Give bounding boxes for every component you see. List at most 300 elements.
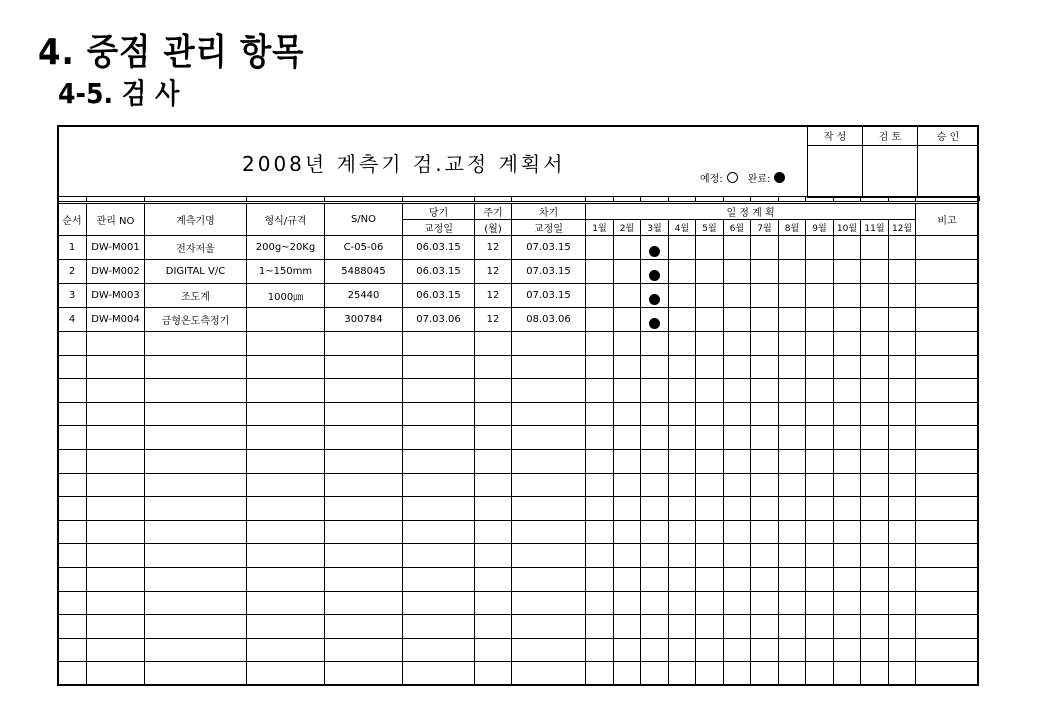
cell-name[interactable]: 금형온도측정기	[145, 308, 247, 332]
empty-cell[interactable]	[779, 591, 806, 615]
empty-cell[interactable]	[87, 426, 145, 450]
empty-cell[interactable]	[586, 449, 614, 473]
cell-month-6[interactable]	[724, 284, 751, 308]
empty-cell[interactable]	[87, 449, 145, 473]
cell-month-2[interactable]	[614, 308, 641, 332]
empty-cell[interactable]	[916, 591, 979, 615]
empty-cell[interactable]	[325, 332, 403, 356]
cell-cur[interactable]: 06.03.15	[403, 236, 475, 260]
empty-cell[interactable]	[145, 520, 247, 544]
empty-cell[interactable]	[861, 544, 889, 568]
empty-cell[interactable]	[834, 379, 861, 403]
empty-cell[interactable]	[641, 426, 669, 450]
empty-cell[interactable]	[751, 402, 779, 426]
empty-cell[interactable]	[58, 355, 87, 379]
empty-cell[interactable]	[475, 379, 512, 403]
empty-cell[interactable]	[58, 615, 87, 639]
cell-cycle[interactable]: 12	[475, 284, 512, 308]
empty-cell[interactable]	[325, 473, 403, 497]
empty-cell[interactable]	[861, 567, 889, 591]
empty-cell[interactable]	[145, 544, 247, 568]
empty-cell[interactable]	[145, 615, 247, 639]
empty-cell[interactable]	[641, 615, 669, 639]
empty-cell[interactable]	[325, 426, 403, 450]
cell-sn[interactable]: C-05-06	[325, 236, 403, 260]
empty-cell[interactable]	[512, 591, 586, 615]
empty-cell[interactable]	[779, 426, 806, 450]
empty-cell[interactable]	[724, 379, 751, 403]
empty-cell[interactable]	[641, 591, 669, 615]
empty-cell[interactable]	[669, 355, 696, 379]
empty-cell[interactable]	[806, 567, 834, 591]
empty-cell[interactable]	[916, 567, 979, 591]
empty-cell[interactable]	[512, 402, 586, 426]
empty-cell[interactable]	[806, 638, 834, 662]
empty-cell[interactable]	[145, 591, 247, 615]
empty-cell[interactable]	[87, 402, 145, 426]
empty-cell[interactable]	[641, 497, 669, 521]
empty-cell[interactable]	[512, 332, 586, 356]
empty-cell[interactable]	[403, 567, 475, 591]
cell-no[interactable]: 2	[58, 260, 87, 284]
empty-cell[interactable]	[641, 449, 669, 473]
empty-cell[interactable]	[614, 426, 641, 450]
empty-cell[interactable]	[247, 426, 325, 450]
empty-cell[interactable]	[247, 402, 325, 426]
empty-cell[interactable]	[475, 662, 512, 686]
empty-cell[interactable]	[87, 379, 145, 403]
empty-cell[interactable]	[779, 497, 806, 521]
empty-cell[interactable]	[834, 544, 861, 568]
empty-cell[interactable]	[779, 520, 806, 544]
cell-month-9[interactable]	[806, 260, 834, 284]
empty-cell[interactable]	[614, 615, 641, 639]
cell-no[interactable]: 3	[58, 284, 87, 308]
empty-cell[interactable]	[403, 355, 475, 379]
empty-cell[interactable]	[669, 567, 696, 591]
empty-cell[interactable]	[325, 662, 403, 686]
empty-cell[interactable]	[779, 473, 806, 497]
empty-cell[interactable]	[916, 638, 979, 662]
empty-cell[interactable]	[614, 473, 641, 497]
empty-cell[interactable]	[861, 662, 889, 686]
empty-cell[interactable]	[834, 332, 861, 356]
empty-cell[interactable]	[58, 379, 87, 403]
empty-cell[interactable]	[834, 662, 861, 686]
empty-cell[interactable]	[779, 544, 806, 568]
empty-cell[interactable]	[58, 638, 87, 662]
empty-cell[interactable]	[724, 544, 751, 568]
empty-cell[interactable]	[512, 520, 586, 544]
empty-cell[interactable]	[889, 355, 916, 379]
empty-cell[interactable]	[696, 567, 724, 591]
cell-month-4[interactable]	[669, 308, 696, 332]
cell-month-7[interactable]	[751, 236, 779, 260]
empty-cell[interactable]	[861, 638, 889, 662]
empty-cell[interactable]	[751, 355, 779, 379]
empty-cell[interactable]	[724, 497, 751, 521]
empty-cell[interactable]	[325, 591, 403, 615]
empty-cell[interactable]	[916, 662, 979, 686]
empty-cell[interactable]	[87, 662, 145, 686]
cell-month-1[interactable]	[586, 236, 614, 260]
empty-cell[interactable]	[751, 379, 779, 403]
empty-cell[interactable]	[512, 426, 586, 450]
cell-month-6[interactable]	[724, 308, 751, 332]
empty-cell[interactable]	[696, 449, 724, 473]
cell-month-11[interactable]	[861, 308, 889, 332]
empty-cell[interactable]	[58, 497, 87, 521]
empty-cell[interactable]	[325, 638, 403, 662]
empty-cell[interactable]	[806, 544, 834, 568]
empty-cell[interactable]	[696, 473, 724, 497]
empty-cell[interactable]	[586, 567, 614, 591]
empty-cell[interactable]	[861, 497, 889, 521]
empty-cell[interactable]	[889, 426, 916, 450]
empty-cell[interactable]	[669, 473, 696, 497]
empty-cell[interactable]	[889, 449, 916, 473]
empty-cell[interactable]	[145, 355, 247, 379]
empty-cell[interactable]	[475, 426, 512, 450]
cell-month-3[interactable]	[641, 308, 669, 332]
cell-month-8[interactable]	[779, 284, 806, 308]
empty-cell[interactable]	[696, 402, 724, 426]
empty-cell[interactable]	[669, 591, 696, 615]
empty-cell[interactable]	[475, 615, 512, 639]
empty-cell[interactable]	[806, 473, 834, 497]
empty-cell[interactable]	[403, 662, 475, 686]
empty-cell[interactable]	[834, 567, 861, 591]
cell-month-4[interactable]	[669, 236, 696, 260]
cell-month-3[interactable]	[641, 236, 669, 260]
empty-cell[interactable]	[145, 567, 247, 591]
cell-month-10[interactable]	[834, 260, 861, 284]
empty-cell[interactable]	[641, 520, 669, 544]
empty-cell[interactable]	[751, 662, 779, 686]
empty-cell[interactable]	[806, 662, 834, 686]
empty-cell[interactable]	[696, 426, 724, 450]
empty-cell[interactable]	[834, 520, 861, 544]
approval-sign-review[interactable]	[863, 146, 918, 198]
empty-cell[interactable]	[779, 567, 806, 591]
empty-cell[interactable]	[145, 449, 247, 473]
empty-cell[interactable]	[641, 473, 669, 497]
empty-cell[interactable]	[696, 497, 724, 521]
cell-spec[interactable]	[247, 308, 325, 332]
empty-cell[interactable]	[586, 591, 614, 615]
empty-cell[interactable]	[916, 497, 979, 521]
empty-cell[interactable]	[806, 591, 834, 615]
empty-cell[interactable]	[586, 402, 614, 426]
empty-cell[interactable]	[696, 662, 724, 686]
empty-cell[interactable]	[58, 544, 87, 568]
empty-cell[interactable]	[669, 662, 696, 686]
empty-cell[interactable]	[724, 615, 751, 639]
cell-month-7[interactable]	[751, 260, 779, 284]
empty-cell[interactable]	[512, 355, 586, 379]
empty-cell[interactable]	[512, 638, 586, 662]
empty-cell[interactable]	[889, 544, 916, 568]
empty-cell[interactable]	[669, 426, 696, 450]
empty-cell[interactable]	[586, 615, 614, 639]
empty-cell[interactable]	[325, 497, 403, 521]
empty-cell[interactable]	[861, 520, 889, 544]
cell-cur[interactable]: 07.03.06	[403, 308, 475, 332]
empty-cell[interactable]	[779, 402, 806, 426]
empty-cell[interactable]	[889, 615, 916, 639]
empty-cell[interactable]	[247, 567, 325, 591]
cell-month-10[interactable]	[834, 284, 861, 308]
empty-cell[interactable]	[586, 355, 614, 379]
empty-cell[interactable]	[403, 332, 475, 356]
empty-cell[interactable]	[58, 520, 87, 544]
approval-sign-approve[interactable]	[918, 146, 979, 198]
cell-month-1[interactable]	[586, 308, 614, 332]
empty-cell[interactable]	[834, 591, 861, 615]
empty-cell[interactable]	[512, 662, 586, 686]
empty-cell[interactable]	[889, 591, 916, 615]
empty-cell[interactable]	[512, 544, 586, 568]
empty-cell[interactable]	[834, 426, 861, 450]
empty-cell[interactable]	[806, 355, 834, 379]
empty-cell[interactable]	[641, 379, 669, 403]
empty-cell[interactable]	[145, 332, 247, 356]
cell-next[interactable]: 07.03.15	[512, 236, 586, 260]
empty-cell[interactable]	[58, 567, 87, 591]
cell-month-10[interactable]	[834, 308, 861, 332]
cell-mgmt-no[interactable]: DW-M004	[87, 308, 145, 332]
empty-cell[interactable]	[751, 638, 779, 662]
cell-cycle[interactable]: 12	[475, 236, 512, 260]
empty-cell[interactable]	[247, 379, 325, 403]
cell-mgmt-no[interactable]: DW-M001	[87, 236, 145, 260]
cell-month-1[interactable]	[586, 284, 614, 308]
cell-spec[interactable]: 1~150mm	[247, 260, 325, 284]
empty-cell[interactable]	[247, 638, 325, 662]
empty-cell[interactable]	[87, 567, 145, 591]
cell-cycle[interactable]: 12	[475, 308, 512, 332]
empty-cell[interactable]	[512, 567, 586, 591]
empty-cell[interactable]	[889, 497, 916, 521]
empty-cell[interactable]	[861, 332, 889, 356]
cell-month-2[interactable]	[614, 236, 641, 260]
cell-month-12[interactable]	[889, 308, 916, 332]
empty-cell[interactable]	[916, 402, 979, 426]
empty-cell[interactable]	[403, 426, 475, 450]
empty-cell[interactable]	[145, 497, 247, 521]
empty-cell[interactable]	[586, 662, 614, 686]
empty-cell[interactable]	[889, 473, 916, 497]
cell-month-11[interactable]	[861, 236, 889, 260]
empty-cell[interactable]	[724, 638, 751, 662]
cell-cur[interactable]: 06.03.15	[403, 260, 475, 284]
empty-cell[interactable]	[696, 544, 724, 568]
empty-cell[interactable]	[806, 615, 834, 639]
empty-cell[interactable]	[751, 615, 779, 639]
empty-cell[interactable]	[614, 520, 641, 544]
empty-cell[interactable]	[669, 402, 696, 426]
empty-cell[interactable]	[751, 426, 779, 450]
cell-mgmt-no[interactable]: DW-M003	[87, 284, 145, 308]
empty-cell[interactable]	[669, 638, 696, 662]
empty-cell[interactable]	[889, 402, 916, 426]
empty-cell[interactable]	[403, 638, 475, 662]
empty-cell[interactable]	[586, 332, 614, 356]
empty-cell[interactable]	[861, 591, 889, 615]
cell-month-6[interactable]	[724, 260, 751, 284]
empty-cell[interactable]	[834, 497, 861, 521]
empty-cell[interactable]	[325, 449, 403, 473]
approval-sign-write[interactable]	[808, 146, 863, 198]
cell-month-11[interactable]	[861, 260, 889, 284]
cell-no[interactable]: 1	[58, 236, 87, 260]
empty-cell[interactable]	[916, 615, 979, 639]
empty-cell[interactable]	[779, 449, 806, 473]
empty-cell[interactable]	[834, 355, 861, 379]
empty-cell[interactable]	[669, 497, 696, 521]
empty-cell[interactable]	[696, 520, 724, 544]
empty-cell[interactable]	[586, 497, 614, 521]
empty-cell[interactable]	[325, 615, 403, 639]
empty-cell[interactable]	[696, 332, 724, 356]
empty-cell[interactable]	[403, 402, 475, 426]
empty-cell[interactable]	[325, 402, 403, 426]
empty-cell[interactable]	[614, 591, 641, 615]
cell-remark[interactable]	[916, 308, 979, 332]
cell-name[interactable]: 조도계	[145, 284, 247, 308]
empty-cell[interactable]	[475, 567, 512, 591]
empty-cell[interactable]	[834, 402, 861, 426]
empty-cell[interactable]	[724, 332, 751, 356]
cell-remark[interactable]	[916, 284, 979, 308]
empty-cell[interactable]	[889, 567, 916, 591]
empty-cell[interactable]	[87, 544, 145, 568]
cell-name[interactable]: DIGITAL V/C	[145, 260, 247, 284]
empty-cell[interactable]	[806, 379, 834, 403]
empty-cell[interactable]	[403, 591, 475, 615]
empty-cell[interactable]	[403, 449, 475, 473]
empty-cell[interactable]	[58, 449, 87, 473]
cell-month-11[interactable]	[861, 284, 889, 308]
empty-cell[interactable]	[247, 332, 325, 356]
empty-cell[interactable]	[861, 473, 889, 497]
empty-cell[interactable]	[724, 473, 751, 497]
empty-cell[interactable]	[696, 638, 724, 662]
empty-cell[interactable]	[806, 332, 834, 356]
empty-cell[interactable]	[247, 520, 325, 544]
empty-cell[interactable]	[779, 662, 806, 686]
cell-month-2[interactable]	[614, 260, 641, 284]
empty-cell[interactable]	[751, 591, 779, 615]
empty-cell[interactable]	[724, 355, 751, 379]
empty-cell[interactable]	[586, 473, 614, 497]
empty-cell[interactable]	[641, 544, 669, 568]
empty-cell[interactable]	[889, 520, 916, 544]
empty-cell[interactable]	[475, 591, 512, 615]
empty-cell[interactable]	[614, 449, 641, 473]
empty-cell[interactable]	[614, 332, 641, 356]
empty-cell[interactable]	[512, 473, 586, 497]
empty-cell[interactable]	[779, 355, 806, 379]
empty-cell[interactable]	[247, 497, 325, 521]
empty-cell[interactable]	[403, 473, 475, 497]
cell-cycle[interactable]: 12	[475, 260, 512, 284]
empty-cell[interactable]	[325, 544, 403, 568]
empty-cell[interactable]	[586, 426, 614, 450]
cell-name[interactable]: 전자저울	[145, 236, 247, 260]
cell-next[interactable]: 07.03.15	[512, 284, 586, 308]
empty-cell[interactable]	[58, 473, 87, 497]
empty-cell[interactable]	[403, 615, 475, 639]
empty-cell[interactable]	[247, 449, 325, 473]
empty-cell[interactable]	[403, 520, 475, 544]
cell-month-2[interactable]	[614, 284, 641, 308]
empty-cell[interactable]	[641, 402, 669, 426]
empty-cell[interactable]	[779, 615, 806, 639]
empty-cell[interactable]	[475, 355, 512, 379]
empty-cell[interactable]	[806, 426, 834, 450]
empty-cell[interactable]	[403, 544, 475, 568]
empty-cell[interactable]	[724, 591, 751, 615]
cell-next[interactable]: 07.03.15	[512, 260, 586, 284]
empty-cell[interactable]	[247, 473, 325, 497]
empty-cell[interactable]	[916, 332, 979, 356]
empty-cell[interactable]	[641, 332, 669, 356]
cell-no[interactable]: 4	[58, 308, 87, 332]
empty-cell[interactable]	[325, 520, 403, 544]
empty-cell[interactable]	[145, 402, 247, 426]
empty-cell[interactable]	[696, 615, 724, 639]
empty-cell[interactable]	[916, 379, 979, 403]
empty-cell[interactable]	[247, 591, 325, 615]
empty-cell[interactable]	[614, 379, 641, 403]
empty-cell[interactable]	[475, 497, 512, 521]
empty-cell[interactable]	[641, 662, 669, 686]
empty-cell[interactable]	[614, 355, 641, 379]
empty-cell[interactable]	[779, 379, 806, 403]
cell-month-10[interactable]	[834, 236, 861, 260]
empty-cell[interactable]	[916, 355, 979, 379]
empty-cell[interactable]	[751, 567, 779, 591]
empty-cell[interactable]	[696, 379, 724, 403]
cell-month-9[interactable]	[806, 308, 834, 332]
empty-cell[interactable]	[751, 473, 779, 497]
empty-cell[interactable]	[512, 497, 586, 521]
empty-cell[interactable]	[586, 379, 614, 403]
empty-cell[interactable]	[145, 638, 247, 662]
cell-month-8[interactable]	[779, 236, 806, 260]
empty-cell[interactable]	[512, 449, 586, 473]
empty-cell[interactable]	[512, 379, 586, 403]
empty-cell[interactable]	[641, 355, 669, 379]
empty-cell[interactable]	[87, 355, 145, 379]
empty-cell[interactable]	[696, 355, 724, 379]
empty-cell[interactable]	[58, 402, 87, 426]
empty-cell[interactable]	[861, 449, 889, 473]
empty-cell[interactable]	[696, 591, 724, 615]
empty-cell[interactable]	[669, 449, 696, 473]
empty-cell[interactable]	[403, 379, 475, 403]
cell-month-6[interactable]	[724, 236, 751, 260]
empty-cell[interactable]	[724, 567, 751, 591]
empty-cell[interactable]	[724, 449, 751, 473]
empty-cell[interactable]	[586, 638, 614, 662]
empty-cell[interactable]	[806, 402, 834, 426]
empty-cell[interactable]	[145, 473, 247, 497]
empty-cell[interactable]	[614, 402, 641, 426]
empty-cell[interactable]	[916, 426, 979, 450]
empty-cell[interactable]	[512, 615, 586, 639]
